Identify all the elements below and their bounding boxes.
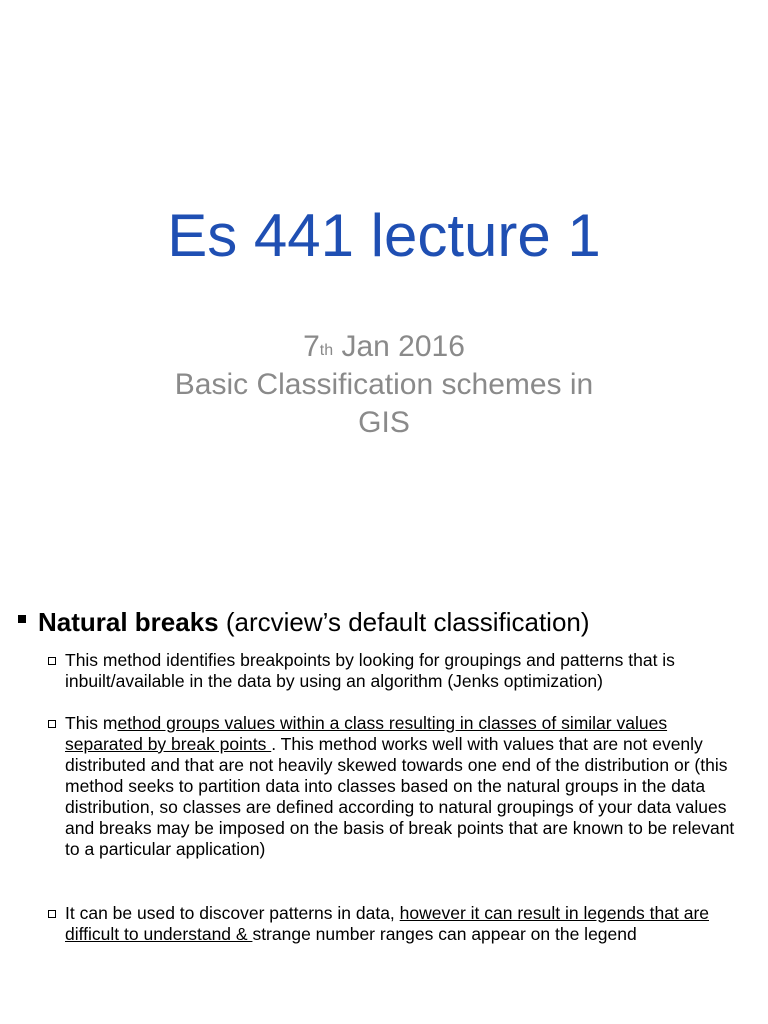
- subtitle-line-3: GIS: [358, 406, 410, 439]
- sub-bullet-3-part-1: It can be used to discover patterns in data,: [65, 903, 400, 923]
- sub-bullet-1: [48, 650, 748, 692]
- sub-bullet-2-underlined: ethod groups values within a class resulting in classes of similar values separated by break points: [65, 713, 668, 754]
- square-bullet-icon: [18, 615, 26, 623]
- sub-bullet-2-text: [65, 713, 745, 860]
- hollow-square-bullet-icon: [48, 720, 56, 728]
- subtitle-line-2: Basic Classification schemes in: [174, 368, 594, 401]
- heading-bold: Natural breaks: [38, 607, 219, 637]
- sub-bullet-2: [48, 713, 748, 860]
- hollow-square-bullet-icon: [48, 910, 56, 918]
- sub-bullet-2-part-3: . This method works well with values that are not evenly distributed and that are not heavily skewed towards one end of the distribution or (this method seeks to partition data into classes based on the natural groups in the data distribution, so classes are defined according to natural groupings of your data values and breaks may be imposed on the basis of break points that are known to be relevant to a particular application): [65, 734, 735, 859]
- sub-bullet-3-text: [65, 903, 745, 945]
- sub-bullet-3-part-3: strange number ranges can appear on the legend: [252, 924, 637, 944]
- sub-bullet-3: [48, 903, 748, 945]
- date-day: 7: [303, 330, 320, 363]
- slide-subtitle: [0, 328, 768, 442]
- subtitle-date: [0, 328, 768, 366]
- main-bullet: [18, 602, 590, 642]
- date-rest: Jan 2016: [333, 330, 465, 363]
- heading-rest: (arcview’s default classification): [218, 607, 590, 637]
- main-bullet-text: [38, 602, 590, 642]
- date-suffix: th: [319, 342, 334, 359]
- sub-bullet-3-underlined: however it can result in legends that are difficult to understand &: [65, 903, 709, 944]
- sub-bullet-1-text: This method identifies breakpoints by looking for groupings and patterns that is inbuilt/available in the data by using an algorithm (Jenks optimization): [65, 650, 675, 691]
- hollow-square-bullet-icon: [48, 657, 56, 665]
- sub-bullet-2-part-1: This m: [65, 713, 118, 733]
- slide-title: Es 441 lecture 1: [167, 202, 601, 269]
